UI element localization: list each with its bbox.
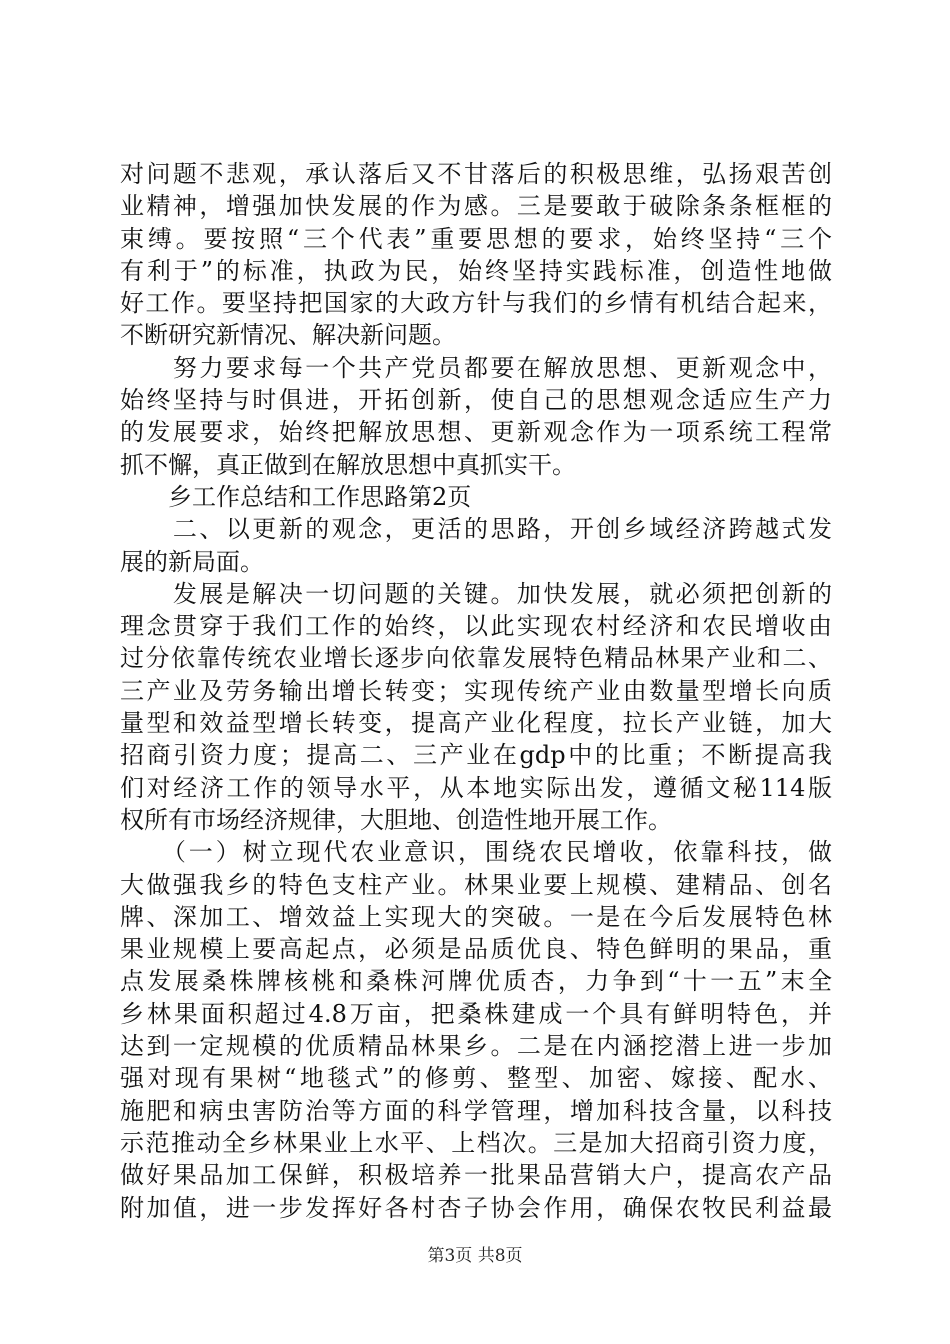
text-line: 展的新局面。 xyxy=(120,547,264,576)
text-line: 示范推动全乡林果业上水平、上档次。三是加大招商引资力度， xyxy=(120,1128,832,1157)
text-line: 业精神，增强加快发展的作为感。三是要敢于破除条条框框的 xyxy=(120,192,832,221)
text-line: 果业规模上要高起点，必须是品质优良、特色鲜明的果品，重 xyxy=(120,935,832,964)
text-line: 有利于”的标准，执政为民，始终坚持实践标准，创造性地做 xyxy=(120,256,832,285)
text-line: 们对经济工作的领导水平，从本地实际出发，遵循文秘114版 xyxy=(120,773,832,802)
text-line: 大做强我乡的特色支柱产业。林果业要上规模、建精品、创名 xyxy=(120,870,832,899)
text-line: 的发展要求，始终把解放思想、更新观念作为一项系统工程常 xyxy=(120,418,832,447)
text-line: 做好果品加工保鲜，积极培养一批果品营销大户，提高农产品 xyxy=(120,1161,832,1190)
text-line: 束缚。要按照“三个代表”重要思想的要求，始终坚持“三个 xyxy=(120,224,832,253)
text-line: （一）树立现代农业意识，围绕农民增收，依靠科技，做 xyxy=(120,838,832,867)
text-line: 好工作。要坚持把国家的大政方针与我们的乡情有机结合起来， xyxy=(120,289,832,318)
text-line: 二、以更新的观念，更活的思路，开创乡域经济跨越式发 xyxy=(120,515,832,544)
text-line: 乡工作总结和工作思路第2页 xyxy=(120,482,472,511)
text-line: 始终坚持与时俱进，开拓创新，使自己的思想观念适应生产力 xyxy=(120,386,832,415)
text-line: 量型和效益型增长转变，提高产业化程度，拉长产业链，加大 xyxy=(120,709,832,738)
text-line: 权所有市场经济规律，大胆地、创造性地开展工作。 xyxy=(120,805,672,834)
body-text xyxy=(120,158,832,1224)
text-line: 发展是解决一切问题的关键。加快发展，就必须把创新的 xyxy=(120,579,832,608)
text-line: 过分依靠传统农业增长逐步向依靠发展特色精品林果产业和二、 xyxy=(120,644,832,673)
text-line: 附加值，进一步发挥好各村杏子协会作用，确保农牧民利益最 xyxy=(120,1193,832,1222)
page-footer: 第3页 共8页 xyxy=(427,1246,523,1266)
text-line: 强对现有果树“地毯式”的修剪、整型、加密、嫁接、配水、 xyxy=(120,1064,832,1093)
text-line: 招商引资力度；提高二、三产业在gdp中的比重；不断提高我 xyxy=(120,741,832,770)
text-line: 努力要求每一个共产党员都要在解放思想、更新观念中， xyxy=(120,353,832,382)
text-line: 乡林果面积超过4.8万亩，把桑株建成一个具有鲜明特色，并 xyxy=(120,999,832,1028)
text-line: 达到一定规模的优质精品林果乡。二是在内涵挖潜上进一步加 xyxy=(120,1032,832,1061)
text-line: 牌、深加工、增效益上实现大的突破。一是在今后发展特色林 xyxy=(120,902,832,931)
text-line: 点发展桑株牌核桃和桑株河牌优质杏，力争到“十一五”末全 xyxy=(120,967,832,996)
text-line: 理念贯穿于我们工作的始终，以此实现农村经济和农民增收由 xyxy=(120,612,832,641)
text-line: 施肥和病虫害防治等方面的科学管理，增加科技含量，以科技 xyxy=(120,1096,832,1125)
text-line: 抓不懈，真正做到在解放思想中真抓实干。 xyxy=(120,450,576,479)
text-line: 不断研究新情况、解决新问题。 xyxy=(120,321,456,350)
text-line: 对问题不悲观，承认落后又不甘落后的积极思维，弘扬艰苦创 xyxy=(120,160,832,188)
text-line: 三产业及劳务输出增长转变；实现传统产业由数量型增长向质 xyxy=(120,676,832,705)
